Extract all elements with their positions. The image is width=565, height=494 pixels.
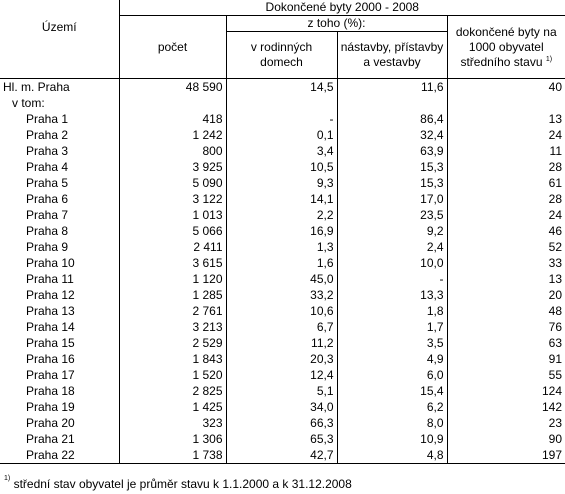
table-row bbox=[0, 319, 565, 335]
cell-per-1000: 13 bbox=[447, 271, 565, 287]
cell-extensions-pct: 11,6 bbox=[337, 79, 447, 96]
cell-per-1000: 91 bbox=[447, 351, 565, 367]
cell-family-houses-pct: 2,2 bbox=[226, 207, 337, 223]
header-territory: Území bbox=[0, 0, 119, 79]
cell-extensions-pct: 15,3 bbox=[337, 175, 447, 191]
cell-per-1000: 24 bbox=[447, 127, 565, 143]
cell-extensions-pct: 3,5 bbox=[337, 335, 447, 351]
table-row bbox=[0, 191, 565, 207]
cell-territory: Praha 12 bbox=[0, 287, 119, 303]
cell-per-1000: 46 bbox=[447, 223, 565, 239]
cell-per-1000: 55 bbox=[447, 367, 565, 383]
cell-territory: Praha 13 bbox=[0, 303, 119, 319]
header-per-1000-line2: 1000 obyvatel bbox=[468, 39, 544, 54]
cell-extensions-pct: 2,4 bbox=[337, 239, 447, 255]
cell-family-houses-pct: 1,6 bbox=[226, 255, 337, 271]
cell-extensions-pct: 23,5 bbox=[337, 207, 447, 223]
cell-family-houses-pct: 5,1 bbox=[226, 383, 337, 399]
footnote bbox=[4, 477, 352, 491]
cell-per-1000: 63 bbox=[447, 335, 565, 351]
header-per-1000-line3: středního stavu bbox=[460, 54, 543, 69]
table-row bbox=[0, 367, 565, 383]
cell-extensions-pct: 17,0 bbox=[337, 191, 447, 207]
cell-family-houses-pct: 45,0 bbox=[226, 271, 337, 287]
cell-territory: Praha 7 bbox=[0, 207, 119, 223]
cell-territory: Praha 9 bbox=[0, 239, 119, 255]
cell-count: 800 bbox=[119, 143, 226, 159]
table-row bbox=[0, 255, 565, 271]
cell-territory: Praha 19 bbox=[0, 399, 119, 415]
cell-count: 48 590 bbox=[119, 79, 226, 96]
cell-per-1000: 23 bbox=[447, 415, 565, 431]
cell-extensions-pct: 8,0 bbox=[337, 415, 447, 431]
cell-extensions-pct: 6,0 bbox=[337, 367, 447, 383]
table-row bbox=[0, 383, 565, 399]
cell-family-houses-pct: 34,0 bbox=[226, 399, 337, 415]
cell-territory: Hl. m. Praha bbox=[0, 79, 119, 96]
cell-territory: Praha 10 bbox=[0, 255, 119, 271]
table-row bbox=[0, 143, 565, 159]
cell-extensions-pct: 15,3 bbox=[337, 159, 447, 175]
cell-territory: Praha 16 bbox=[0, 351, 119, 367]
cell-per-1000: 52 bbox=[447, 239, 565, 255]
cell-count: 323 bbox=[119, 415, 226, 431]
cell-family-houses-pct: 42,7 bbox=[226, 447, 337, 464]
cell-territory: Praha 6 bbox=[0, 191, 119, 207]
footnote-text: střední stav obyvatel je průměr stavu k 1.1.2000 a k 31.12.2008 bbox=[13, 477, 352, 491]
table-row bbox=[0, 111, 565, 127]
table-row bbox=[0, 159, 565, 175]
cell-count: 1 520 bbox=[119, 367, 226, 383]
cell-family-houses-pct: 12,4 bbox=[226, 367, 337, 383]
header-family-houses bbox=[226, 32, 337, 79]
table-header bbox=[0, 0, 565, 79]
cell-per-1000: 76 bbox=[447, 319, 565, 335]
cell-per-1000: 197 bbox=[447, 447, 565, 464]
cell-count: 1 738 bbox=[119, 447, 226, 464]
cell-extensions-pct: 32,4 bbox=[337, 127, 447, 143]
cell-territory: Praha 11 bbox=[0, 271, 119, 287]
cell-family-houses-pct: 1,3 bbox=[226, 239, 337, 255]
cell-count: 3 122 bbox=[119, 191, 226, 207]
cell-per-1000: 48 bbox=[447, 303, 565, 319]
table-row bbox=[0, 287, 565, 303]
header-extensions-line1: nástavby, přístavby bbox=[340, 40, 444, 54]
cell-extensions-pct: 10,0 bbox=[337, 255, 447, 271]
cell-per-1000: 40 bbox=[447, 79, 565, 96]
cell-territory: Praha 3 bbox=[0, 143, 119, 159]
cell-family-houses-pct: - bbox=[226, 111, 337, 127]
cell-per-1000: 28 bbox=[447, 159, 565, 175]
cell-extensions-pct: 4,8 bbox=[337, 447, 447, 464]
header-group-title: Dokončené byty 2000 - 2008 bbox=[119, 0, 565, 16]
header-per-1000 bbox=[447, 16, 565, 79]
cell-per-1000: 33 bbox=[447, 255, 565, 271]
cell-family-houses-pct: 14,1 bbox=[226, 191, 337, 207]
header-per-1000-line1: dokončené byty na bbox=[455, 24, 557, 39]
table-row bbox=[0, 415, 565, 431]
cell-count: 418 bbox=[119, 111, 226, 127]
cell-extensions-pct: 13,3 bbox=[337, 287, 447, 303]
cell-count: 3 615 bbox=[119, 255, 226, 271]
table-row bbox=[0, 335, 565, 351]
cell-count: 1 013 bbox=[119, 207, 226, 223]
cell-family-houses-pct: 33,2 bbox=[226, 287, 337, 303]
cell-extensions-pct: 15,4 bbox=[337, 383, 447, 399]
footnote-mark: 1) bbox=[4, 475, 11, 482]
cell-extensions-pct: 10,9 bbox=[337, 431, 447, 447]
header-of-which: z toho (%): bbox=[226, 16, 447, 32]
cell-count: 1 306 bbox=[119, 431, 226, 447]
cell-family-houses-pct: 10,6 bbox=[226, 303, 337, 319]
cell-per-1000: 61 bbox=[447, 175, 565, 191]
table-row bbox=[0, 79, 565, 96]
table-body bbox=[0, 79, 565, 464]
cell-count: 1 425 bbox=[119, 399, 226, 415]
table-row bbox=[0, 175, 565, 191]
cell-territory: Praha 2 bbox=[0, 127, 119, 143]
cell-family-houses-pct bbox=[226, 95, 337, 111]
cell-count: 1 843 bbox=[119, 351, 226, 367]
cell-extensions-pct: 9,2 bbox=[337, 223, 447, 239]
cell-extensions-pct: - bbox=[337, 271, 447, 287]
cell-family-houses-pct: 6,7 bbox=[226, 319, 337, 335]
table-row bbox=[0, 207, 565, 223]
cell-territory: Praha 18 bbox=[0, 383, 119, 399]
header-extensions-line2: a vestavby bbox=[363, 55, 421, 69]
cell-per-1000: 24 bbox=[447, 207, 565, 223]
cell-per-1000: 28 bbox=[447, 191, 565, 207]
table-row bbox=[0, 303, 565, 319]
cell-count: 3 925 bbox=[119, 159, 226, 175]
table-row bbox=[0, 239, 565, 255]
cell-per-1000: 20 bbox=[447, 287, 565, 303]
cell-per-1000: 13 bbox=[447, 111, 565, 127]
cell-family-houses-pct: 16,9 bbox=[226, 223, 337, 239]
table-row bbox=[0, 271, 565, 287]
cell-count: 2 761 bbox=[119, 303, 226, 319]
cell-count: 1 120 bbox=[119, 271, 226, 287]
cell-territory: Praha 17 bbox=[0, 367, 119, 383]
cell-territory: Praha 20 bbox=[0, 415, 119, 431]
cell-count: 2 411 bbox=[119, 239, 226, 255]
cell-territory: v tom: bbox=[0, 95, 119, 111]
cell-territory: Praha 21 bbox=[0, 431, 119, 447]
cell-extensions-pct: 1,7 bbox=[337, 319, 447, 335]
cell-per-1000: 142 bbox=[447, 399, 565, 415]
cell-territory: Praha 22 bbox=[0, 447, 119, 464]
cell-count: 5 066 bbox=[119, 223, 226, 239]
table-row bbox=[0, 95, 565, 111]
cell-family-houses-pct: 66,3 bbox=[226, 415, 337, 431]
cell-territory: Praha 14 bbox=[0, 319, 119, 335]
table-row bbox=[0, 431, 565, 447]
cell-per-1000: 90 bbox=[447, 431, 565, 447]
cell-extensions-pct: 6,2 bbox=[337, 399, 447, 415]
cell-family-houses-pct: 0,1 bbox=[226, 127, 337, 143]
header-count: počet bbox=[119, 16, 226, 79]
cell-family-houses-pct: 20,3 bbox=[226, 351, 337, 367]
header-footnote-mark: 1) bbox=[545, 55, 553, 63]
cell-extensions-pct: 4,9 bbox=[337, 351, 447, 367]
cell-family-houses-pct: 11,2 bbox=[226, 335, 337, 351]
cell-per-1000: 124 bbox=[447, 383, 565, 399]
table-row bbox=[0, 399, 565, 415]
cell-count: 5 090 bbox=[119, 175, 226, 191]
cell-count: 1 285 bbox=[119, 287, 226, 303]
cell-family-houses-pct: 65,3 bbox=[226, 431, 337, 447]
header-family-houses-line1: v rodinných bbox=[250, 40, 313, 54]
cell-territory: Praha 4 bbox=[0, 159, 119, 175]
cell-count: 1 242 bbox=[119, 127, 226, 143]
cell-territory: Praha 8 bbox=[0, 223, 119, 239]
header-family-houses-line2: domech bbox=[260, 55, 303, 69]
cell-extensions-pct: 63,9 bbox=[337, 143, 447, 159]
cell-count: 3 213 bbox=[119, 319, 226, 335]
cell-territory: Praha 5 bbox=[0, 175, 119, 191]
cell-extensions-pct: 1,8 bbox=[337, 303, 447, 319]
cell-per-1000 bbox=[447, 95, 565, 111]
cell-per-1000: 11 bbox=[447, 143, 565, 159]
cell-family-houses-pct: 10,5 bbox=[226, 159, 337, 175]
table-row bbox=[0, 447, 565, 464]
table-row bbox=[0, 127, 565, 143]
cell-extensions-pct bbox=[337, 95, 447, 111]
header-extensions bbox=[337, 32, 447, 79]
cell-count bbox=[119, 95, 226, 111]
table-row bbox=[0, 351, 565, 367]
cell-territory: Praha 15 bbox=[0, 335, 119, 351]
cell-extensions-pct: 86,4 bbox=[337, 111, 447, 127]
cell-count: 2 825 bbox=[119, 383, 226, 399]
cell-family-houses-pct: 9,3 bbox=[226, 175, 337, 191]
table-row bbox=[0, 223, 565, 239]
cell-family-houses-pct: 14,5 bbox=[226, 79, 337, 96]
cell-family-houses-pct: 3,4 bbox=[226, 143, 337, 159]
cell-territory: Praha 1 bbox=[0, 111, 119, 127]
cell-count: 2 529 bbox=[119, 335, 226, 351]
